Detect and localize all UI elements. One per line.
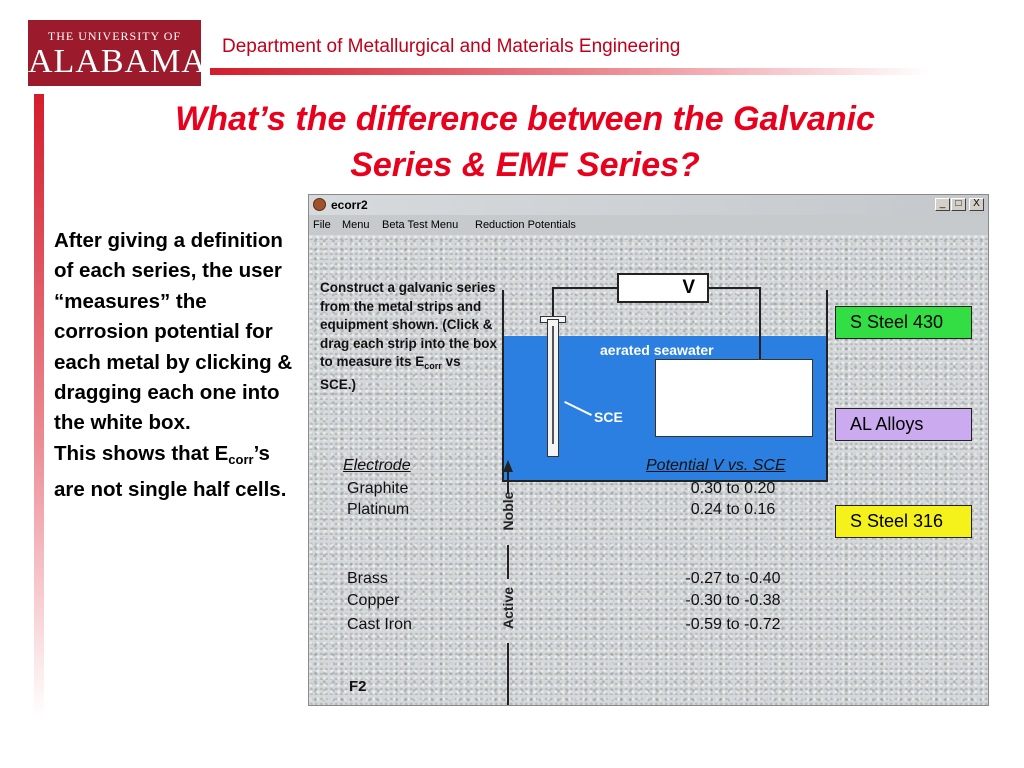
sce-label: SCE [594, 409, 623, 425]
screen-id-label: F2 [349, 678, 367, 695]
strip-s-steel-316[interactable]: S Steel 316 [835, 505, 972, 538]
window-titlebar[interactable] [309, 195, 988, 215]
axis-line-bottom [507, 643, 509, 706]
metal-brass: Brass [347, 570, 388, 587]
ecorr2-window [308, 194, 989, 706]
left-accent-bar [34, 94, 44, 718]
wire-box-vertical [759, 287, 761, 360]
sce-electrode-core [552, 326, 554, 444]
app-canvas [309, 235, 988, 705]
body-paragraph-2-suffix: ’s are not single half cells. [54, 441, 287, 502]
noble-label: Noble [500, 491, 516, 531]
department-name: Department of Metallurgical and Materials Engineering [222, 36, 681, 57]
metal-cast-iron: Cast Iron [347, 616, 412, 633]
metal-copper: Copper [347, 592, 400, 609]
seawater-label: aerated seawater [600, 342, 714, 358]
menu-bar [309, 216, 988, 234]
potential-brass: -0.27 to -0.40 [685, 570, 781, 587]
window-title: ecorr2 [331, 198, 368, 212]
column-header-potential: Potential V vs. SCE [646, 457, 786, 474]
university-logo [28, 20, 207, 86]
metal-platinum: Platinum [347, 501, 410, 518]
slide-title-line-1: What’s the difference between the Galvanic [175, 100, 875, 138]
potential-copper: -0.30 to -0.38 [685, 592, 781, 609]
slide-title-line-2: Series & EMF Series? [350, 146, 700, 184]
potential-cast-iron: -0.59 to -0.72 [685, 616, 781, 633]
menu-file[interactable]: File [313, 219, 331, 231]
potential-platinum: 0.24 to 0.16 [690, 501, 776, 518]
slide-body-text [54, 226, 296, 506]
column-header-electrode: Electrode [343, 457, 411, 474]
instructions-main: Construct a galvanic series from the metal strips and equipment shown. (Click & drag each strip into the box to measure its E [320, 280, 498, 370]
strip-s-steel-430[interactable]: S Steel 430 [835, 306, 972, 339]
body-paragraph-2-prefix: This shows that E [54, 441, 229, 465]
logo-main-text: ALABAMA [28, 43, 207, 80]
body-subscript: corr [228, 451, 254, 467]
potential-graphite: 0.30 to 0.20 [690, 480, 776, 497]
menu-reduction-potentials[interactable]: Reduction Potentials [475, 219, 576, 231]
logo-top-text: THE UNIVERSITY OF [47, 29, 182, 43]
active-label: Active [500, 586, 516, 630]
wire-box-horizontal [708, 287, 760, 289]
header-divider [210, 68, 930, 75]
wire-electrode-horizontal [552, 287, 618, 289]
close-button[interactable]: X [969, 198, 984, 211]
menu-menu[interactable]: Menu [342, 219, 370, 231]
menu-beta-test[interactable]: Beta Test Menu [382, 219, 459, 231]
maximize-button[interactable]: □ [951, 198, 966, 211]
body-paragraph-1: After giving a definition of each series, the user “measures” the corrosion potential for each metal by clicking & dragging each one into the white box. [54, 229, 293, 435]
wire-electrode-vertical [552, 287, 554, 319]
strip-al-alloys[interactable]: AL Alloys [835, 408, 972, 441]
instructions-end: vs SCE.) [320, 354, 461, 392]
measurement-drop-box[interactable] [655, 359, 813, 437]
minimize-button[interactable]: _ [935, 198, 950, 211]
voltmeter: V [617, 273, 709, 303]
app-icon[interactable] [313, 198, 326, 211]
axis-line-middle [507, 545, 509, 579]
metal-graphite: Graphite [347, 480, 409, 497]
sce-electrode [547, 319, 559, 457]
instructions-subscript: corr [424, 361, 442, 372]
slide-title [60, 96, 990, 188]
instructions-text [320, 279, 500, 395]
